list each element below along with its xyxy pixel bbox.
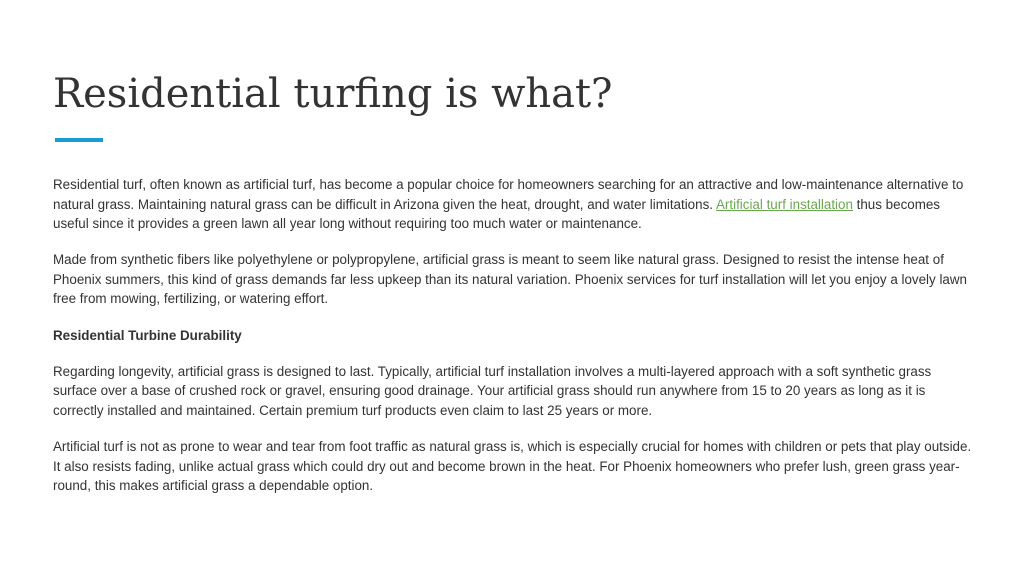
artificial-turf-installation-link[interactable]: Artificial turf installation: [715, 196, 853, 212]
paragraph-wear: Artificial turf is not as prone to wear and tear from foot traffic as natural grass is, which is especially crucial for homes with children or pets that play outside. It also resists fading, unlike actual grass which could dry out and become brown in the heat. For Phoenix homeowners who prefer lush, green grass year-round, this makes artificial grass a dependable option.: [53, 438, 972, 494]
section-heading-durability: Residential Turbine Durability: [53, 327, 242, 343]
paragraph-intro-text: Residential turf, often known as artificial turf, has become a popular choice for homeowners searching for an attractive and low-maintenance alternative to natural grass. Maintaining natural grass can be difficult in Arizona given the heat, drought, and water limitations.: [53, 177, 964, 212]
paragraph-intro: [53, 175, 973, 234]
slide-body: [53, 175, 973, 512]
title-accent-bar: [55, 138, 103, 142]
paragraph-longevity: Regarding longevity, artificial grass is designed to last. Typically, artificial turf installation involves a multi-layered approach with a soft synthetic grass surface over a base of crushed rock or gravel, ensuring good drainage. Your artificial grass should run anywhere from 15 to 20 years as long as it is correctly installed and maintained. Certain premium turf products even claim to last 25 years or more.: [53, 363, 932, 418]
paragraph-intro-text-after-link: thus becomes useful since it provides a green lawn all year long without requiring too much water or maintenance.: [53, 196, 941, 232]
paragraph-materials: Made from synthetic fibers like polyethylene or polypropylene, artificial grass is meant to seem like natural grass. Designed to resist the intense heat of Phoenix summers, this kind of grass demands far less upkeep than its natural variation. Phoenix services for turf installation will let you enjoy a lovely lawn free from mowing, fertilizing, or watering effort.: [53, 252, 967, 307]
slide-title: Residential turfing is what?: [53, 71, 613, 117]
